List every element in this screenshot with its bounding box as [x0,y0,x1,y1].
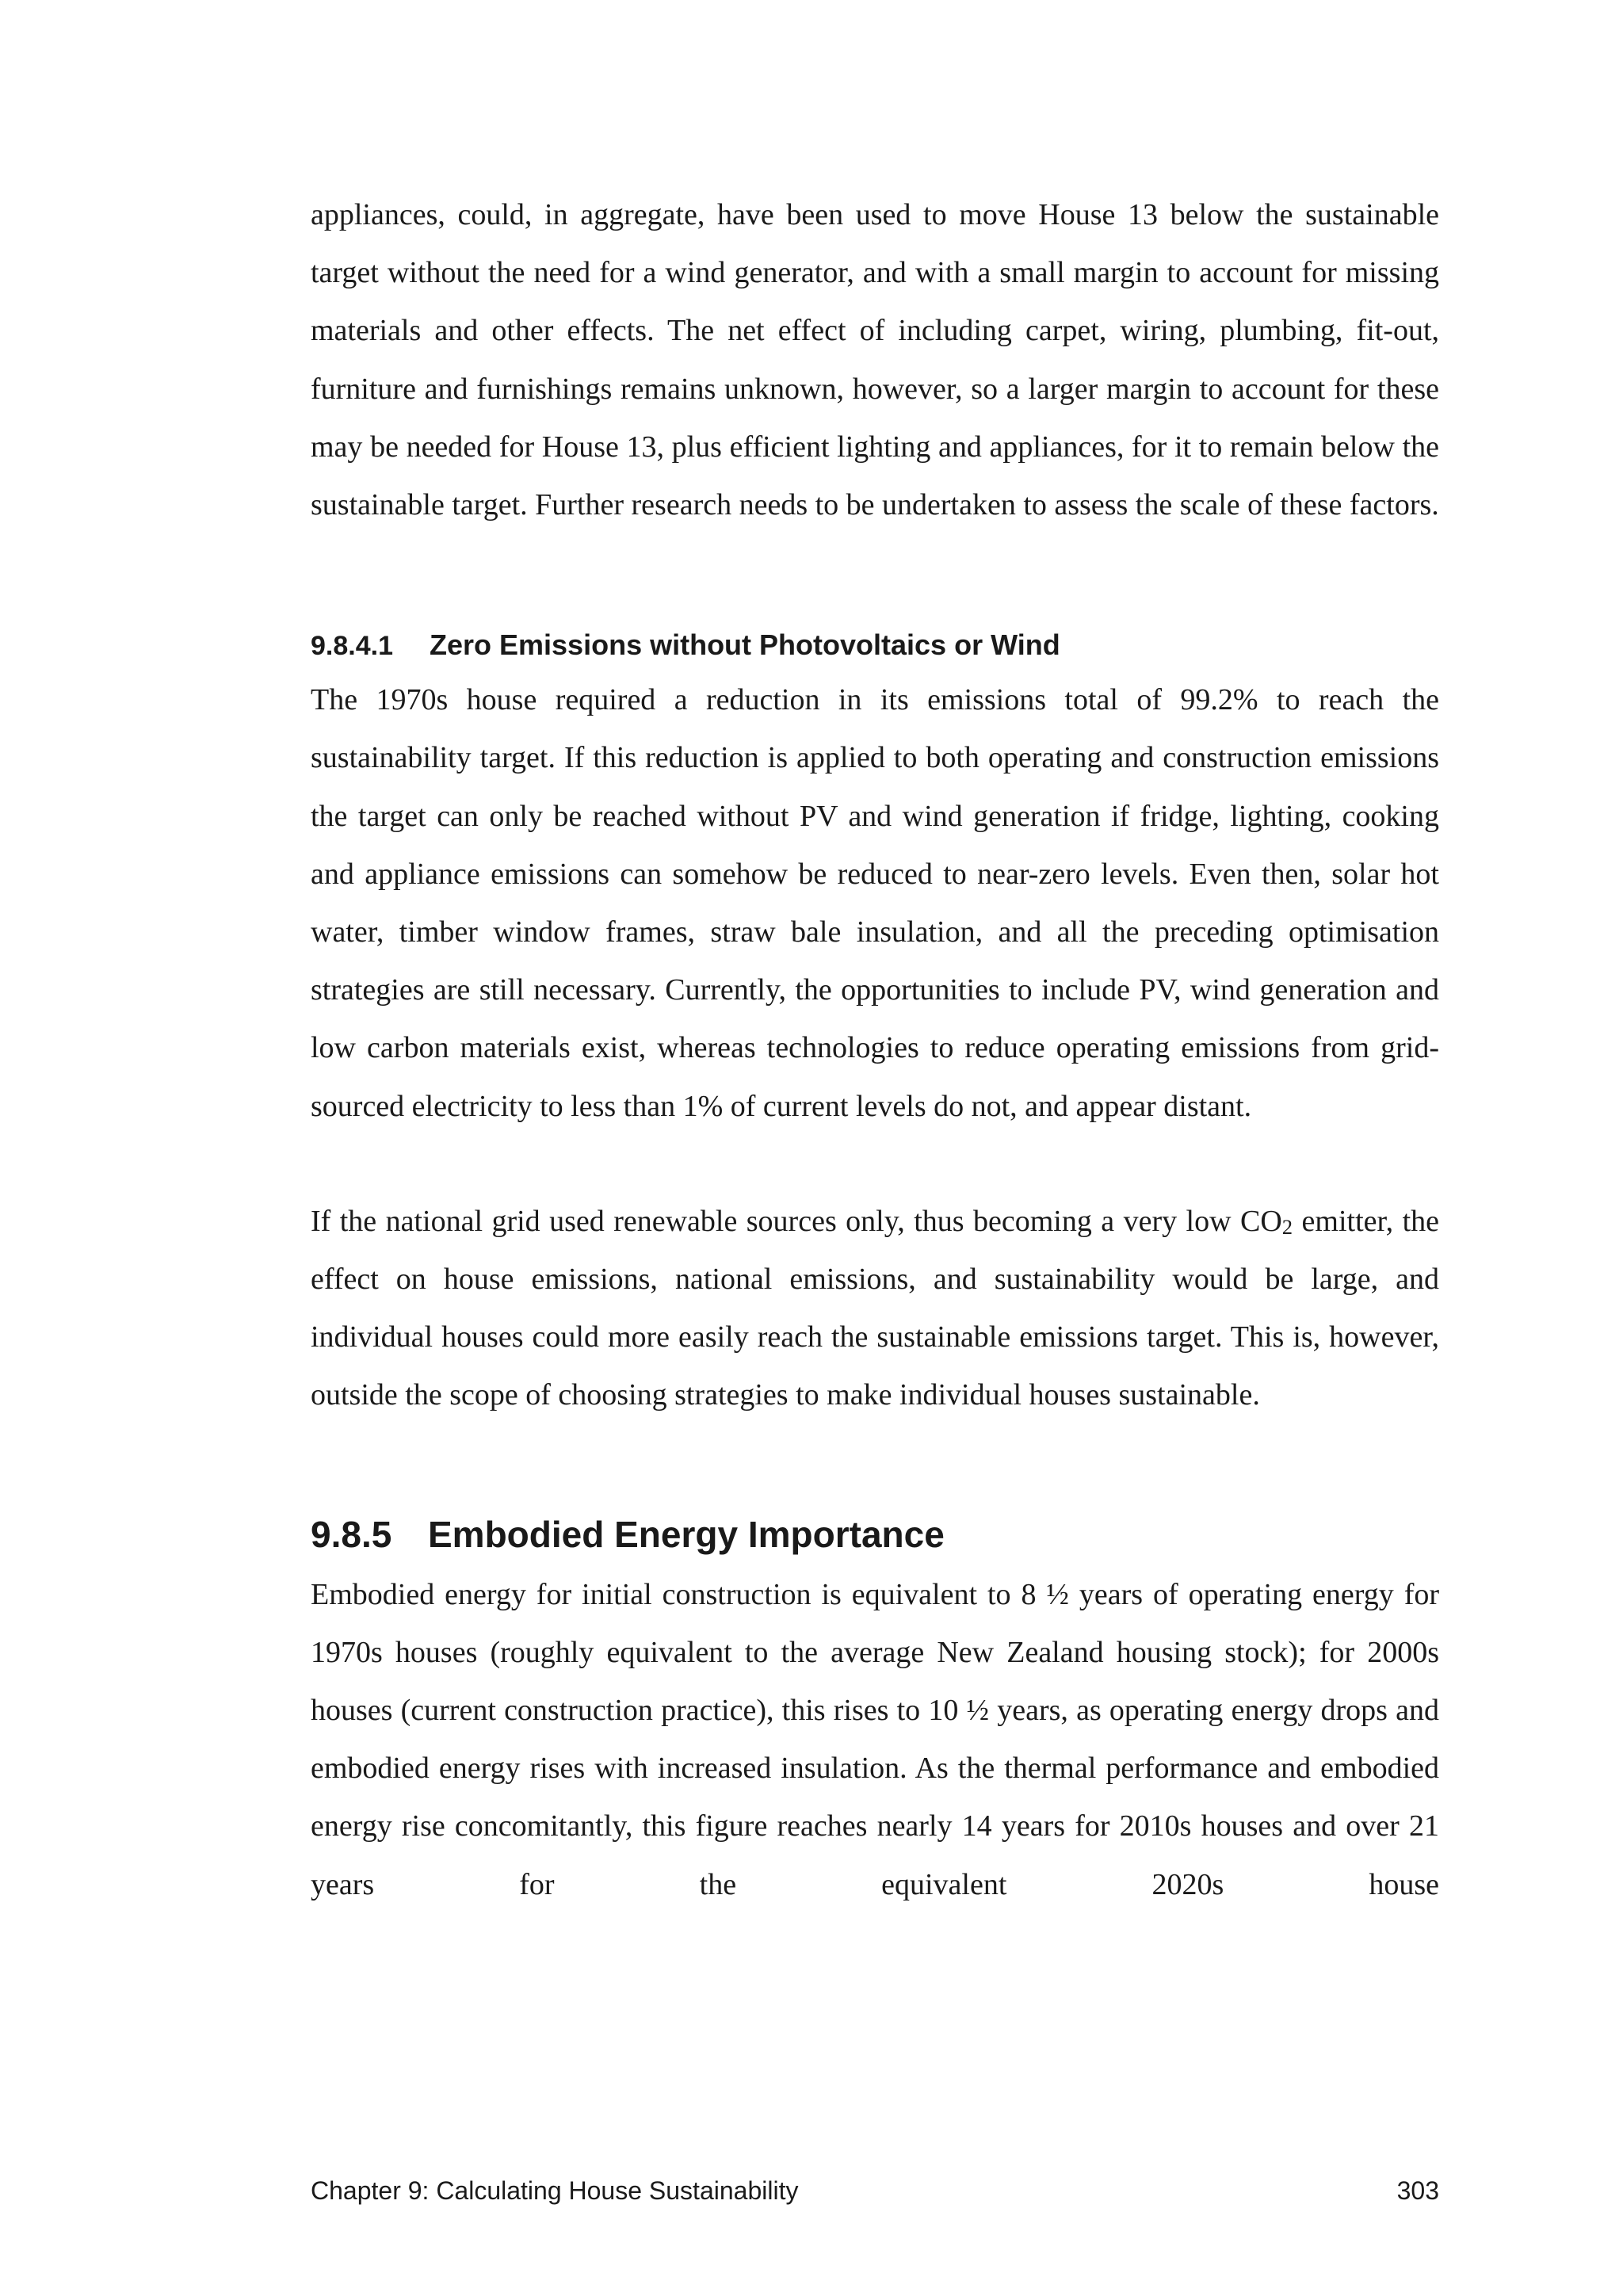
section-heading-9-8-5 [311,1511,1439,1558]
paragraph-continuation [311,186,1439,534]
page-footer [311,2175,1439,2206]
paragraph-text: emitter, the effect on house emissions, national emissions, and sustainability would be large, and individual houses could more easily reach the sustainable emissions target. This is, however, outside the scope of choosing strategies to make individual houses sustainable. [311,1204,1439,1412]
paragraph-text: If the national grid used renewable sources only, thus becoming a very low CO [311,1204,1282,1238]
footer-chapter-title: Chapter 9: Calculating House Sustainability [311,2176,799,2205]
subscript-2: 2 [1281,1214,1293,1239]
page-body [311,186,1439,1914]
paragraph-zero-emissions [311,671,1439,1136]
section-heading-9-8-4-1 [311,626,1439,665]
section-title: Zero Emissions without Photovoltaics or Wind [430,628,1060,662]
paragraph-text: appliances, could, in aggregate, have been used to move House 13 below the sustainable target without the need for a wind generator, and with a small margin to account for missing materials and other effects. The net effect of including carpet, wiring, plumbing, fit-out, furniture and furnishings remains unknown, however, so a larger margin to account for these may be needed for House 13, plus efficient lighting and appliances, for it to remain below the sustainable target. Further research needs to be undertaken to assess the scale of these factors. [311,198,1439,522]
section-number: 9.8.5 [311,1513,392,1555]
footer-page-number: 303 [1396,2176,1439,2205]
paragraph-text: Embodied energy for initial construction is equivalent to 8 ½ years of operating energy for 1970s houses (roughly equivalent to the average New Zealand housing stock); for 2000s houses (current construction practice), this rises to 10 ½ years, as operating energy drops and embodied energy rises with increased insulation. As the thermal performance and embodied energy rise concomitantly, this figure reaches nearly 14 years for 2010s houses and over 21 years for the equivalent 2020s house [311,1577,1439,1901]
paragraph-embodied-energy [311,1566,1439,1914]
paragraph-text: The 1970s house required a reduction in its emissions total of 99.2% to reach the sustainability target. If this reduction is applied to both operating and construction emissions the target can only be reached without PV and wind generation if fridge, lighting, cooking and appliance emissions can somehow be reduced to near-zero levels. Even then, solar hot water, timber window frames, straw bale insulation, and all the preceding optimisation strategies are still necessary. Currently, the opportunities to include PV, wind generation and low carbon materials exist, whereas technologies to reduce operating emissions from grid-sourced electricity to less than 1% of current levels do not, and appear distant. [311,683,1439,1123]
section-title: Embodied Energy Importance [428,1513,945,1555]
paragraph-national-grid [311,1193,1439,1425]
section-number: 9.8.4.1 [311,631,393,662]
